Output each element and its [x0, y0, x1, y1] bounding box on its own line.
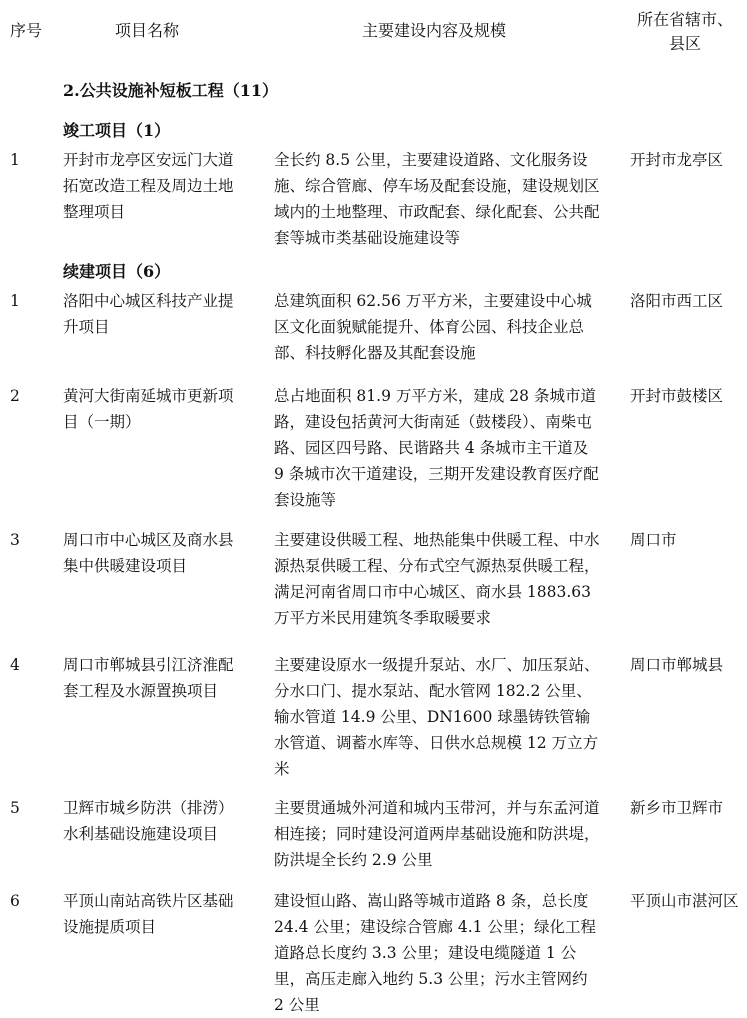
header-seq: 序号 [10, 21, 43, 40]
row-location: 洛阳市西工区 [630, 292, 724, 310]
row-seq: 1 [10, 292, 20, 310]
row-seq: 3 [10, 531, 20, 549]
row-content: 主要建设原水一级提升泵站、水厂、加压泵站、分水口门、提水泵站、配水管网 182.2 公里、输水管道 14.9 公里、DN1600 球墨铸铁管输水管道、调蓄水库等、日供水总规模 12 万立方米 [274, 656, 600, 778]
row-name: 开封市龙亭区安远门大道拓宽改造工程及周边土地整理项目 [63, 151, 234, 221]
header-location: 所在省辖市、县区 [636, 10, 733, 53]
row-location: 开封市鼓楼区 [630, 387, 724, 405]
table-header [0, 0, 747, 62]
row-content: 主要贯通城外河道和城内玉带河，并与东孟河道相连接；同时建设河道两岸基础设施和防洪堤，防洪堤全长约 2.9 公里 [274, 799, 600, 869]
row-content: 建设恒山路、嵩山路等城市道路 8 条，总长度 24.4 公里；建设综合管廊 4.1 公里；绿化工程道路总长度约 3.3 公里；建设电缆隧道 1 公里，高压走廊入地约 5.3 公里；污水主管网约 2 公里 [274, 892, 596, 1014]
header-content: 主要建设内容及规模 [362, 21, 507, 40]
row-content: 总占地面积 81.9 万平方米，建成 28 条城市道路，建设包括黄河大街南延（鼓楼段）、南柴屯路、园区四号路、民谐路共 4 条城市主干道及 9 条城市次干道建设，三期开发建设教育医疗配套设施等 [274, 387, 599, 509]
row-location: 开封市龙亭区 [630, 151, 724, 169]
row-seq: 1 [10, 151, 20, 169]
row-name: 平顶山南站高铁片区基础设施提质项目 [63, 892, 234, 936]
row-name: 周口市中心城区及商水县集中供暖建设项目 [63, 531, 234, 575]
row-seq: 5 [10, 799, 20, 817]
row-name: 洛阳中心城区科技产业提升项目 [63, 292, 234, 336]
row-name: 黄河大街南延城市更新项目（一期） [63, 387, 234, 431]
section-title: 2.公共设施补短板工程（11） [63, 81, 278, 100]
row-location: 新乡市卫辉市 [630, 799, 724, 817]
header-name: 项目名称 [115, 21, 180, 40]
row-content: 总建筑面积 62.56 万平方米，主要建设中心城区文化面貌赋能提升、体育公园、科技企业总部、科技孵化器及其配套设施 [274, 292, 592, 362]
row-content: 全长约 8.5 公里，主要建设道路、文化服务设施、综合管廊、停车场及配套设施，建设规划区域内的土地整理、市政配套、绿化配套、公共配套等城市类基础设施建设等 [274, 151, 600, 247]
row-seq: 2 [10, 387, 20, 405]
row-content: 主要建设供暖工程、地热能集中供暖工程、中水源热泵供暖工程、分布式空气源热泵供暖工程，满足河南省周口市中心城区、商水县 1883.63 万平方米民用建筑冬季取暖要求 [274, 531, 600, 627]
row-seq: 6 [10, 892, 20, 910]
row-name: 周口市郸城县引江济淮配套工程及水源置换项目 [63, 656, 234, 700]
row-name: 卫辉市城乡防洪（排涝）水利基础设施建设项目 [63, 799, 234, 843]
row-seq: 4 [10, 656, 20, 674]
row-location: 周口市郸城县 [630, 656, 724, 674]
group-title-completed: 竣工项目（1） [63, 121, 171, 140]
row-location: 平顶山市湛河区 [630, 892, 739, 910]
row-location: 周口市 [630, 531, 677, 549]
group-title-ongoing: 续建项目（6） [63, 262, 171, 281]
